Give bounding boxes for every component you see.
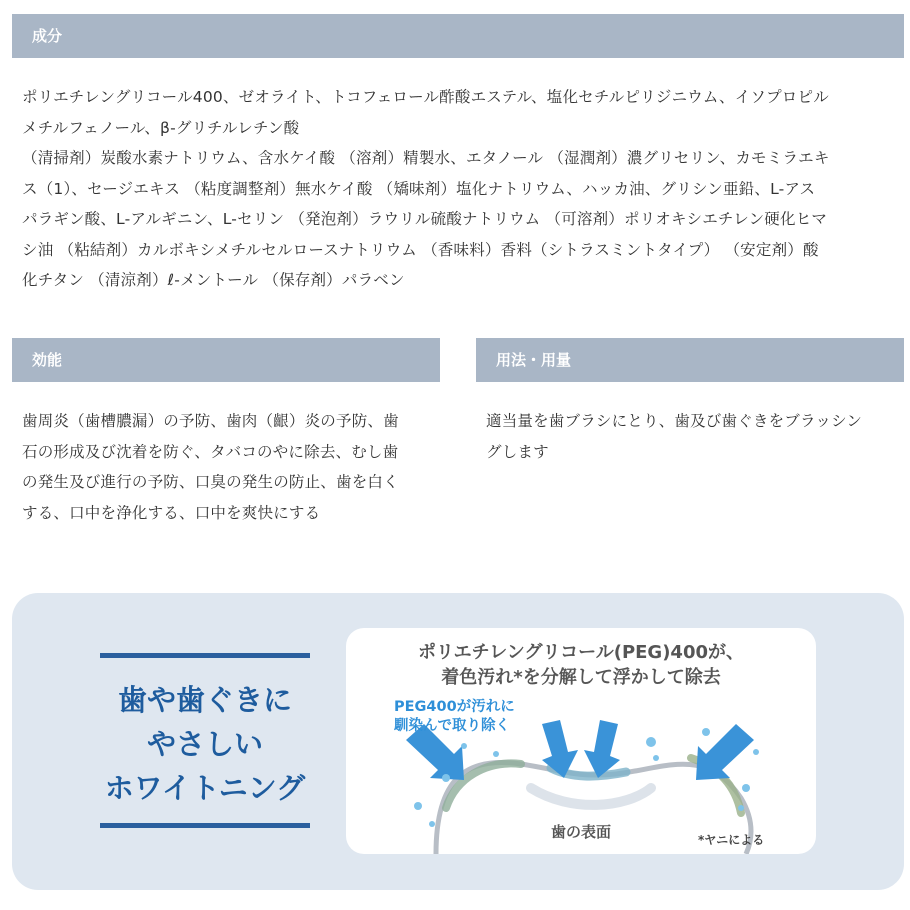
ingredients-line: （清掃剤）炭酸水素ナトリウム、含水ケイ酸 （溶剤）精製水、エタノール （湿潤剤）濃グリセリン、カモミラエキ [22,149,830,167]
efficacy-heading: 効能 [32,351,63,369]
top-rule [100,653,310,658]
efficacy-text [22,406,442,528]
bottom-rule [100,823,310,828]
peg-diagram-card [346,628,816,854]
card-title-line: ポリエチレングリコール(PEG)400が、 [417,642,745,663]
ingredients-line: メチルフェノール、β-グリチルレチン酸 [22,118,300,137]
whitening-headline [90,678,320,810]
ingredients-line: シ油 （粘結剤）カルボキシメチルセルロースナトリウム （香味料）香料（シトラスミントタイプ） （安定剤）酸 [22,240,819,259]
ingredients-line: ポリエチレングリコール400、ゼオライト、トコフェロール酢酸エステル、塩化セチルピリジニウム、イソプロピル [22,88,829,106]
headline-line: やさしい [146,727,263,761]
peg-label-line: 馴染んで取り除く [394,718,510,734]
efficacy-line: する、口中を浄化する、口中を爽快にする [22,503,321,522]
efficacy-line: 歯周炎（歯槽膿漏）の予防、歯肉（齦）炎の予防、歯 [22,412,399,430]
ingredients-heading: 成分 [32,27,63,45]
footnote: *ヤニによる [698,833,765,847]
usage-line: グします [486,442,549,461]
efficacy-line: の発生及び進行の予防、口臭の発生の防止、歯を白く [22,473,399,491]
arrow-center-right-icon [584,720,620,778]
ingredients-line: 化チタン （清涼剤）ℓ-メントール （保存剤）パラベン [22,271,405,289]
ingredients-header [12,14,904,58]
usage-line: 適当量を歯ブラシにとり、歯及び歯ぐきをブラッシン [486,412,863,430]
card-title [346,640,816,690]
efficacy-header [12,338,440,382]
tooth-surface-label: 歯の表面 [551,823,612,841]
usage-header [476,338,904,382]
ingredients-line: ス（1）、セージエキス （粘度調整剤）無水ケイ酸 （矯味剤）塩化ナトリウム、ハッカ油、グリシン亜鉛、L-アス [22,179,816,198]
ingredients-line: パラギン酸、L-アルギニン、L-セリン （発泡剤）ラウリル硫酸ナトリウム （可溶剤）ポリオキシエチレン硬化ヒマ [22,210,828,228]
headline-line: 歯や歯ぐきに [117,683,292,717]
peg-label-line: PEG400が汚れに [394,699,515,715]
usage-text [486,406,906,467]
efficacy-line: 石の形成及び沈着を防ぐ、タバコのやに除去、むし歯 [22,442,399,461]
usage-heading: 用法・用量 [496,351,572,369]
headline-line: ホワイトニング [104,771,306,805]
ingredients-text [22,82,902,296]
card-title-line: 着色汚れ*を分解して浮かして除去 [441,667,721,688]
peg-label [394,698,515,736]
